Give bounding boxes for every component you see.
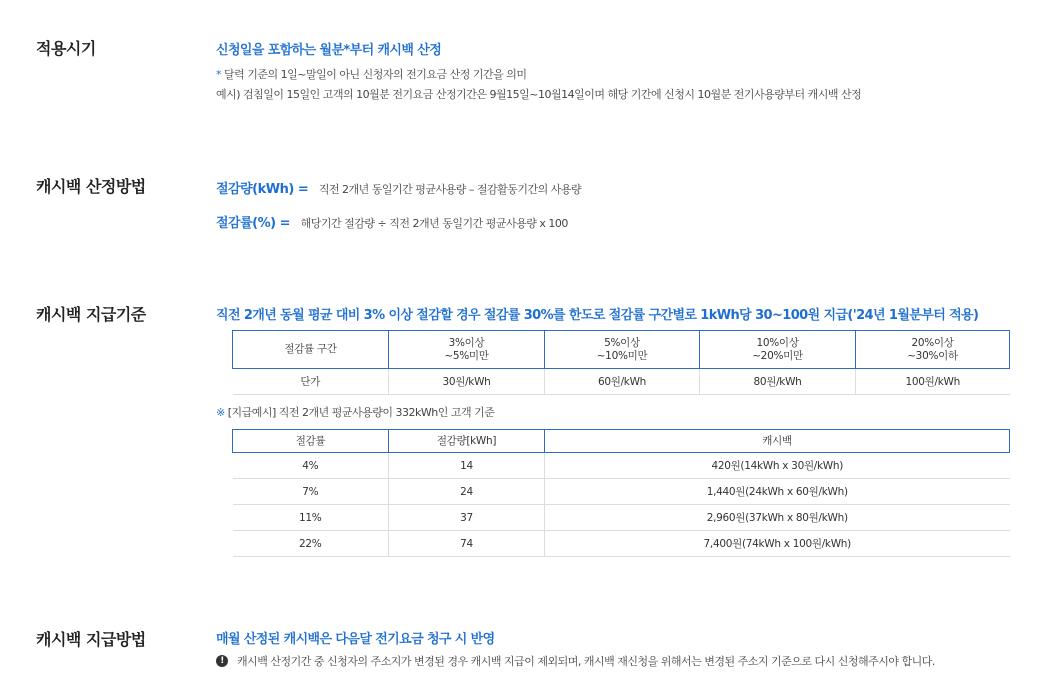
rate-table — [232, 330, 1010, 395]
table-row — [233, 531, 1010, 557]
apply-period-note-1-text: 달력 기준의 1일~말일이 아닌 신청자의 전기요금 산정 기간을 의미 — [224, 68, 527, 81]
apply-period-note-2: 예시) 검침일이 15일인 고객의 10월분 전기요금 산정기간은 9월15일~10월14일이며 해당 기간에 신청시 10월분 전기사용량부터 캐시백 산정 — [216, 88, 862, 101]
payment-example-text: [지급예시] 직전 2개년 평균사용량이 332kWh인 고객 기준 — [227, 406, 495, 419]
table-row — [233, 453, 1010, 479]
exclamation-circle-icon: ! — [216, 655, 228, 667]
unit-price-cell: 100원/kWh — [856, 369, 1010, 395]
rate-range-max: ~5%미만 — [444, 349, 489, 362]
table-row — [233, 505, 1010, 531]
rate-range-max: ~10%미만 — [596, 349, 648, 362]
rate-table-header-row — [233, 331, 1010, 369]
example-cashback-cell: 420원(14kWh x 30원/kWh) — [545, 453, 1010, 479]
payment-example-table — [232, 429, 1010, 557]
formula-reduction-amount-text: 직전 2개년 동일기간 평균사용량 – 절감활동기간의 사용량 — [318, 183, 582, 196]
example-rate-cell: 7% — [233, 479, 389, 505]
rate-range-min: 5%이상 — [604, 336, 640, 349]
rate-table-header-cell — [856, 331, 1010, 369]
rate-table-header-cell — [700, 331, 856, 369]
formula-reduction-rate — [216, 212, 568, 231]
table-row — [233, 369, 1010, 395]
example-table-header-rate: 절감률 — [233, 430, 389, 453]
section-title-pay-method: 캐시백 지급방법 — [36, 630, 146, 649]
payment-example-caption — [216, 404, 494, 420]
example-table-header-amount: 절감량[kWh] — [389, 430, 545, 453]
rate-range-max: ~20%미만 — [752, 349, 803, 362]
rate-range-min: 20%이상 — [911, 336, 954, 349]
example-table-header-row — [233, 430, 1010, 453]
rate-range-min: 10%이상 — [756, 336, 799, 349]
formula-reduction-rate-text: 해당기간 절감량 ÷ 직전 2개년 동일기간 평균사용량 x 100 — [300, 217, 568, 230]
example-cashback-cell: 1,440원(24kWh x 60원/kWh) — [545, 479, 1010, 505]
formula-reduction-amount-label: 절감량(kWh) = — [216, 182, 309, 197]
rate-table-header-cell — [545, 331, 700, 369]
table-row — [233, 479, 1010, 505]
example-amount-cell: 24 — [389, 479, 545, 505]
pay-method-warning — [216, 653, 935, 669]
rate-range-min: 3%이상 — [448, 336, 485, 349]
formula-reduction-rate-label: 절감률(%) = — [216, 216, 291, 231]
example-cashback-cell: 2,960원(37kWh x 80원/kWh) — [545, 505, 1010, 531]
pay-criteria-headline: 직전 2개년 동월 평균 대비 3% 이상 절감할 경우 절감률 30%를 한도로 절감률 구간별로 1kWh당 30~100원 지급('24년 1월분부터 적용) — [216, 308, 979, 323]
pay-method-headline: 매월 산정된 캐시백은 다음달 전기요금 청구 시 반영 — [216, 632, 495, 647]
apply-period-note-1 — [216, 66, 526, 82]
pay-method-warning-text: 캐시백 산정기간 중 신청자의 주소지가 변경된 경우 캐시백 지급이 제외되며, 캐시백 재신청을 위해서는 변경된 주소지 기준으로 다시 신청해주시야 합니다. — [237, 655, 935, 668]
apply-period-headline: 신청일을 포함하는 월분*부터 캐시백 산정 — [216, 43, 442, 58]
example-amount-cell: 14 — [389, 453, 545, 479]
reference-mark: ※ — [216, 406, 225, 419]
unit-price-cell: 80원/kWh — [700, 369, 856, 395]
section-title-pay-criteria: 캐시백 지급기준 — [36, 305, 146, 324]
example-cashback-cell: 7,400원(74kWh x 100원/kWh) — [545, 531, 1010, 557]
asterisk-mark: * — [216, 68, 221, 81]
unit-price-cell: 30원/kWh — [389, 369, 545, 395]
rate-table-header-label: 절감률 구간 — [233, 331, 389, 369]
example-amount-cell: 74 — [389, 531, 545, 557]
example-table-header-cashback: 캐시백 — [545, 430, 1010, 453]
rate-table-row-label: 단가 — [233, 369, 389, 395]
example-rate-cell: 4% — [233, 453, 389, 479]
unit-price-cell: 60원/kWh — [545, 369, 700, 395]
example-rate-cell: 22% — [233, 531, 389, 557]
section-title-calc-method: 캐시백 산정방법 — [36, 177, 146, 196]
example-amount-cell: 37 — [389, 505, 545, 531]
rate-range-max: ~30%이하 — [907, 349, 958, 362]
rate-table-header-cell — [389, 331, 545, 369]
formula-reduction-amount — [216, 178, 581, 197]
example-rate-cell: 11% — [233, 505, 389, 531]
section-title-apply-period: 적용시기 — [36, 39, 96, 58]
